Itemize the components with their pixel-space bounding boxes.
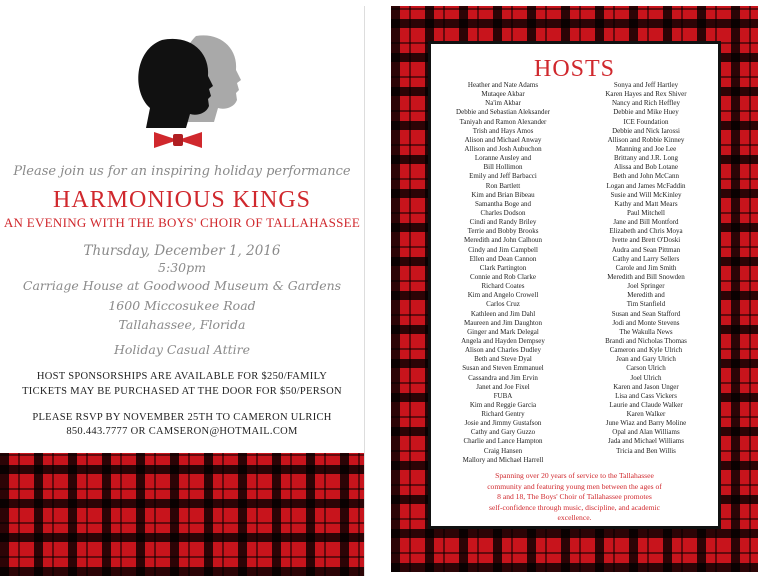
description-line: excellence. bbox=[557, 513, 592, 522]
host-name: Bill Hollimon bbox=[483, 163, 523, 172]
host-name: Opal and Alan Williams bbox=[612, 428, 680, 437]
host-name: Cassandra and Jim Ervin bbox=[468, 373, 538, 382]
host-name: Elizabeth and Chris Moya bbox=[609, 227, 683, 236]
rsvp-contact: 850.443.7777 OR CAMSERON@HOTMAIL.COM bbox=[66, 426, 298, 437]
hosts-right-column bbox=[576, 81, 716, 456]
description-line: 8 and 18, The Boys' Choir of Tallahassee promotes bbox=[497, 492, 652, 501]
event-subtitle: AN EVENING WITH THE BOYS' CHOIR OF TALLAHASSEE bbox=[3, 215, 361, 230]
host-name: Mutaqee Akbar bbox=[481, 90, 525, 99]
host-name: Jada and Michael Williams bbox=[608, 437, 684, 446]
host-name: Cameron and Kyle Ulrich bbox=[609, 346, 683, 355]
host-name: Richard Gentry bbox=[481, 410, 525, 419]
host-name: Charlie and Lance Hampton bbox=[463, 437, 543, 446]
event-street: 1600 Miccosukee Road bbox=[108, 298, 256, 313]
host-name: Terrie and Bobby Brooks bbox=[467, 227, 539, 236]
invitation-intro: Please join us for an inspiring holiday performance bbox=[13, 164, 351, 179]
host-name: Ginger and Mark Delegal bbox=[467, 327, 539, 336]
event-date: Thursday, December 1, 2016 bbox=[83, 243, 281, 259]
host-name: June Wiaz and Barry Moline bbox=[605, 419, 687, 428]
host-name: Ivette and Brett O'Doski bbox=[611, 236, 681, 245]
host-name: Kim and Angelo Crowell bbox=[467, 291, 539, 300]
host-name: Allison and Robbie Kinney bbox=[607, 135, 685, 144]
host-name: Angela and Hayden Dempsey bbox=[461, 336, 545, 345]
host-name: Ron Bartlett bbox=[485, 181, 521, 190]
host-name: Alissa and Bob Lotane bbox=[614, 163, 678, 172]
host-name: Paul Mitchell bbox=[627, 208, 665, 217]
host-name: The Wakulla News bbox=[619, 327, 673, 336]
host-name: Debbie and Mike Huey bbox=[613, 108, 679, 117]
host-name: ICE Foundation bbox=[623, 117, 669, 126]
host-name: Debbie and Sebastian Aleksander bbox=[456, 108, 550, 117]
host-name: Susie and Will McKinley bbox=[610, 190, 682, 199]
host-name: Tim Stanfield bbox=[626, 300, 666, 309]
invitation-card bbox=[0, 6, 365, 576]
host-name: Lisa and Cass Vickers bbox=[615, 391, 677, 400]
host-name: Karen and Jason Unger bbox=[613, 382, 679, 391]
rsvp-info: PLEASE RSVP BY NOVEMBER 25TH TO CAMERON ULRICH bbox=[32, 412, 332, 423]
hosts-left-column bbox=[433, 81, 573, 465]
host-name: Connie and Rob Clarke bbox=[470, 272, 536, 281]
description-line: self-confidence through music, discipline, and academic bbox=[488, 502, 660, 512]
host-name: Josie and Jimmy Gustafson bbox=[464, 419, 542, 428]
host-name: Trish and Hays Amos bbox=[472, 126, 534, 135]
host-name: Charles Dodson bbox=[480, 208, 526, 217]
host-name: Heather and Nate Adams bbox=[467, 81, 539, 89]
host-name: Carole and Jim Smith bbox=[615, 263, 677, 272]
host-name: Alison and Charles Dudley bbox=[464, 346, 541, 355]
description-line: Spanning over 20 years of service to the Tallahassee bbox=[495, 471, 654, 480]
host-name: Nancy and Rich Heffley bbox=[611, 99, 681, 108]
host-name: Emily and Jeff Barbacci bbox=[469, 172, 537, 181]
host-name: Craig Hansen bbox=[483, 446, 523, 455]
host-name: Richard Coates bbox=[481, 282, 525, 291]
host-name: Ellen and Dean Cannon bbox=[469, 254, 537, 263]
host-name: Taniyah and Ramon Alexander bbox=[459, 117, 547, 126]
choir-description bbox=[437, 471, 712, 524]
host-name: Sonya and Jeff Hartley bbox=[613, 81, 679, 89]
sponsorship-info: HOST SPONSORSHIPS ARE AVAILABLE FOR $250/FAMILY bbox=[36, 371, 328, 382]
description-line: community and featuring young men between the ages of bbox=[487, 481, 662, 491]
host-name: Beth and John McCann bbox=[613, 172, 679, 181]
host-name: Janet and Joe Fixel bbox=[476, 382, 530, 391]
host-name: Susan and Sean Stafford bbox=[611, 309, 681, 318]
event-venue: Carriage House at Goodwood Museum & Gardens bbox=[22, 278, 342, 293]
host-name: Jane and Bill Montford bbox=[613, 218, 679, 227]
event-attire: Holiday Casual Attire bbox=[113, 342, 251, 357]
host-name: Laurie and Claude Walker bbox=[609, 400, 683, 409]
host-name: Logan and James McFaddin bbox=[606, 181, 686, 190]
host-name: Jodi and Monte Stevens bbox=[612, 318, 680, 327]
host-name: Cathy and Gary Guzzo bbox=[470, 428, 536, 437]
host-name: Meredith and John Calhoun bbox=[464, 236, 542, 245]
host-name: Karen Walker bbox=[626, 410, 666, 419]
host-name: Samantha Boge and bbox=[475, 199, 531, 208]
host-name: Kathy and Matt Mears bbox=[614, 199, 678, 208]
choir-silhouettes-logo-icon bbox=[110, 30, 260, 154]
host-name: Cindi and Randy Briley bbox=[469, 218, 537, 227]
host-name: Karen Hayes and Rex Shiver bbox=[605, 90, 687, 99]
host-name: Joel Springer bbox=[627, 282, 665, 291]
event-time: 5:30pm bbox=[158, 260, 206, 275]
host-name: Clark Partington bbox=[479, 263, 527, 272]
plaid-border bbox=[0, 453, 364, 576]
host-name: FUBA bbox=[493, 391, 513, 400]
host-name: Kim and Reggie Garcia bbox=[469, 400, 537, 409]
host-name: Susan and Steven Emmanuel bbox=[462, 364, 544, 373]
host-name: Alison and Michael Anway bbox=[464, 135, 542, 144]
host-name: Kathleen and Jim Dahl bbox=[470, 309, 536, 318]
host-name: Brittany and J.R. Long bbox=[614, 154, 678, 163]
host-name: Tricia and Ben Willis bbox=[616, 446, 676, 455]
event-city: Tallahassee, Florida bbox=[118, 317, 246, 332]
host-name: Audra and Sean Pittman bbox=[611, 245, 681, 254]
host-name: Maureen and Jim Daughton bbox=[464, 318, 542, 327]
event-title: HARMONIOUS KINGS bbox=[52, 187, 311, 213]
hosts-title: HOSTS bbox=[533, 56, 616, 82]
host-name: Cindy and Jim Campbell bbox=[468, 245, 538, 254]
host-name: Mallory and Michael Harrell bbox=[462, 455, 544, 464]
host-name: Jean and Gary Ulrich bbox=[616, 355, 676, 364]
host-name: Kim and Brian Bibeau bbox=[471, 190, 535, 199]
host-name: Beth and Steve Dyal bbox=[474, 355, 532, 364]
hosts-panel bbox=[431, 44, 718, 526]
host-name: Joel Ulrich bbox=[630, 373, 662, 382]
ticket-info: TICKETS MAY BE PURCHASED AT THE DOOR FOR $50/PERSON bbox=[22, 386, 342, 397]
host-name: Meredith and bbox=[627, 291, 665, 300]
host-name: Carlos Cruz bbox=[486, 300, 520, 309]
host-name: Loranne Ausley and bbox=[474, 154, 532, 163]
host-name: Cathy and Larry Sellers bbox=[612, 254, 680, 263]
host-name: Na'im Akbar bbox=[485, 99, 521, 108]
host-name: Allison and Josh Aubuchon bbox=[464, 144, 542, 153]
host-name: Brandi and Nicholas Thomas bbox=[605, 336, 687, 345]
host-name: Debbie and Nick Iarossi bbox=[612, 126, 680, 135]
host-name: Carson Ulrich bbox=[626, 364, 666, 373]
host-name: Meredith and Bill Snowden bbox=[607, 272, 685, 281]
host-name: Manning and Joe Lee bbox=[615, 144, 677, 153]
